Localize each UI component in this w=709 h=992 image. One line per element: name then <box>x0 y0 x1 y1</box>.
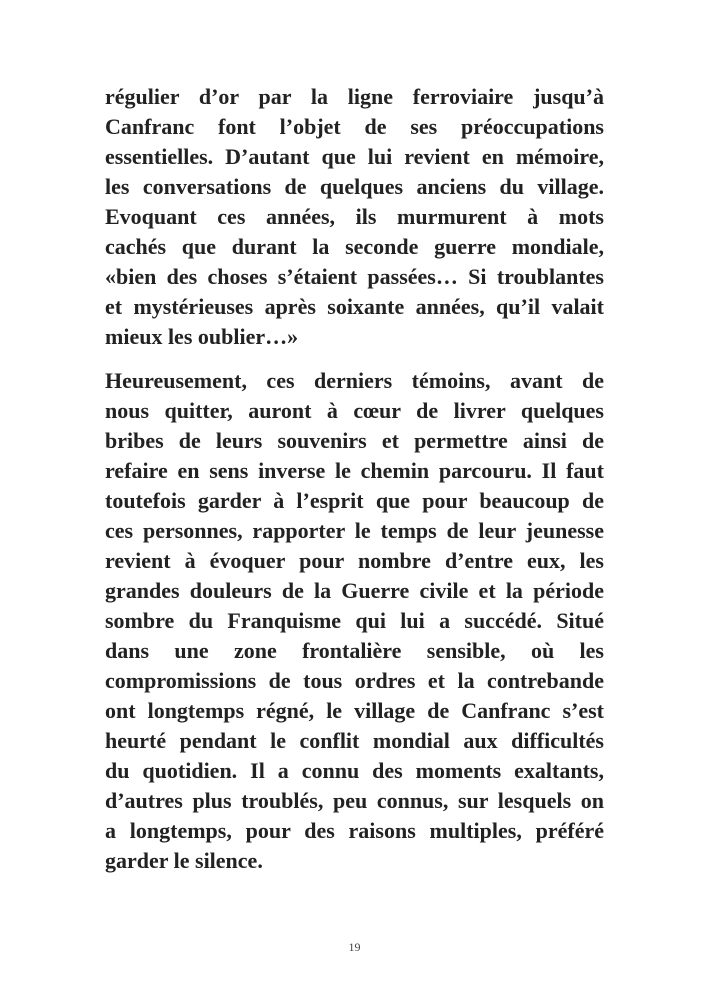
text-line: nous quitter, auront à cœur de livrer quelques <box>105 398 604 423</box>
text-line: mieux les oublier…» <box>105 324 299 349</box>
text-line: heurté pendant le conflit mondial aux difficultés <box>105 728 604 753</box>
text-line: ont longtemps régné, le village de Canfranc s’est <box>105 698 604 723</box>
text-line: bribes de leurs souvenirs et permettre ainsi de <box>105 428 604 453</box>
text-line: du quotidien. Il a connu des moments exaltants, <box>105 758 604 783</box>
text-line: régulier d’or par la ligne ferroviaire jusqu’à <box>105 84 604 109</box>
text-line: les conversations de quelques anciens du village. <box>105 174 604 199</box>
text-line: «bien des choses s’étaient passées… Si troublantes <box>105 264 604 289</box>
page-number: 19 <box>348 940 361 954</box>
text-line: ces personnes, rapporter le temps de leur jeunesse <box>105 518 604 543</box>
text-line: revient à évoquer pour nombre d’entre eux, les <box>105 548 604 573</box>
text-line: garder le silence. <box>105 848 263 873</box>
paragraph-1 <box>105 82 604 352</box>
text-line: Evoquant ces années, ils murmurent à mots <box>105 204 604 229</box>
paragraph-2 <box>105 366 604 876</box>
text-line: toutefois garder à l’esprit que pour beaucoup de <box>105 488 604 513</box>
text-line: a longtemps, pour des raisons multiples, préféré <box>105 818 604 843</box>
text-line: Canfranc font l’objet de ses préoccupations <box>105 114 604 139</box>
text-line: cachés que durant la seconde guerre mondiale, <box>105 234 604 259</box>
text-line: Heureusement, ces derniers témoins, avant de <box>105 368 604 393</box>
text-line: refaire en sens inverse le chemin parcouru. Il faut <box>105 458 604 483</box>
text-line: grandes douleurs de la Guerre civile et la période <box>105 578 604 603</box>
text-line: et mystérieuses après soixante années, qu’il valait <box>105 294 604 319</box>
text-line: sombre du Franquisme qui lui a succédé. Situé <box>105 608 604 633</box>
text-line: dans une zone frontalière sensible, où les <box>105 638 604 663</box>
text-line: d’autres plus troublés, peu connus, sur lesquels on <box>105 788 604 813</box>
text-line: essentielles. D’autant que lui revient en mémoire, <box>105 144 604 169</box>
text-line: compromissions de tous ordres et la contrebande <box>105 668 604 693</box>
